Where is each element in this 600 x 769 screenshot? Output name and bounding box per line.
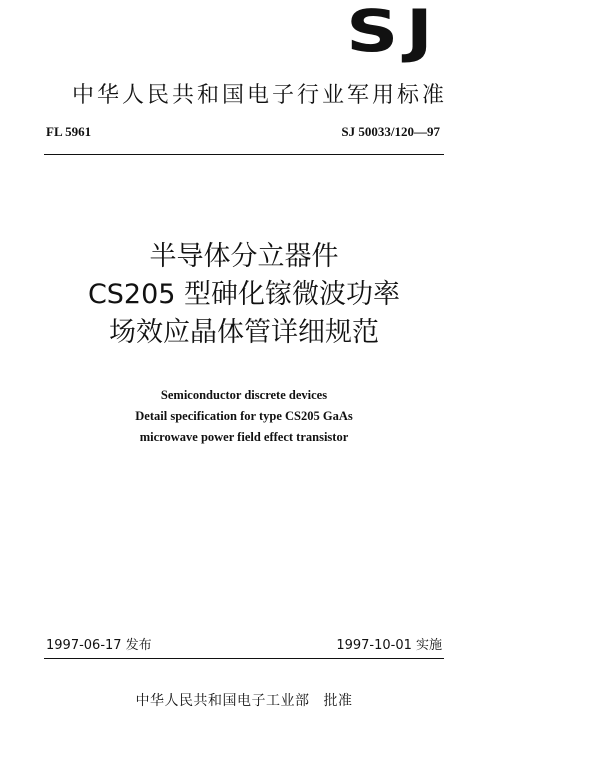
bottom-divider [44,658,444,659]
document-title-english [44,385,444,448]
sj-logo: SJ [345,0,440,65]
title-en-line-2: Detail specification for type CS205 GaAs [135,409,353,423]
standard-number: SJ 50033/120—97 [341,124,440,139]
top-divider [44,154,444,155]
approval-action: 批准 [323,693,353,709]
document-title-chinese [44,238,444,352]
title-cn-line-1: 半导体分立器件 [149,241,339,272]
title-en-line-3: microwave power field effect transistor [139,430,349,444]
title-en-line-1: Semiconductor discrete devices [160,388,328,402]
approval-line [44,690,444,710]
title-cn-line-2: CS205 型砷化镓微波功率 [87,279,401,310]
issue-date: 1997-06-17 发布 [46,638,152,653]
standard-category-title: 中华人民共和国电子行业军用标准 [72,83,448,108]
implementation-date: 1997-10-01 实施 [336,638,442,653]
approving-organization: 中华人民共和国电子工业部 [135,693,310,709]
title-cn-line-3: 场效应晶体管详细规范 [109,317,379,348]
fl-code: FL 5961 [46,124,92,139]
